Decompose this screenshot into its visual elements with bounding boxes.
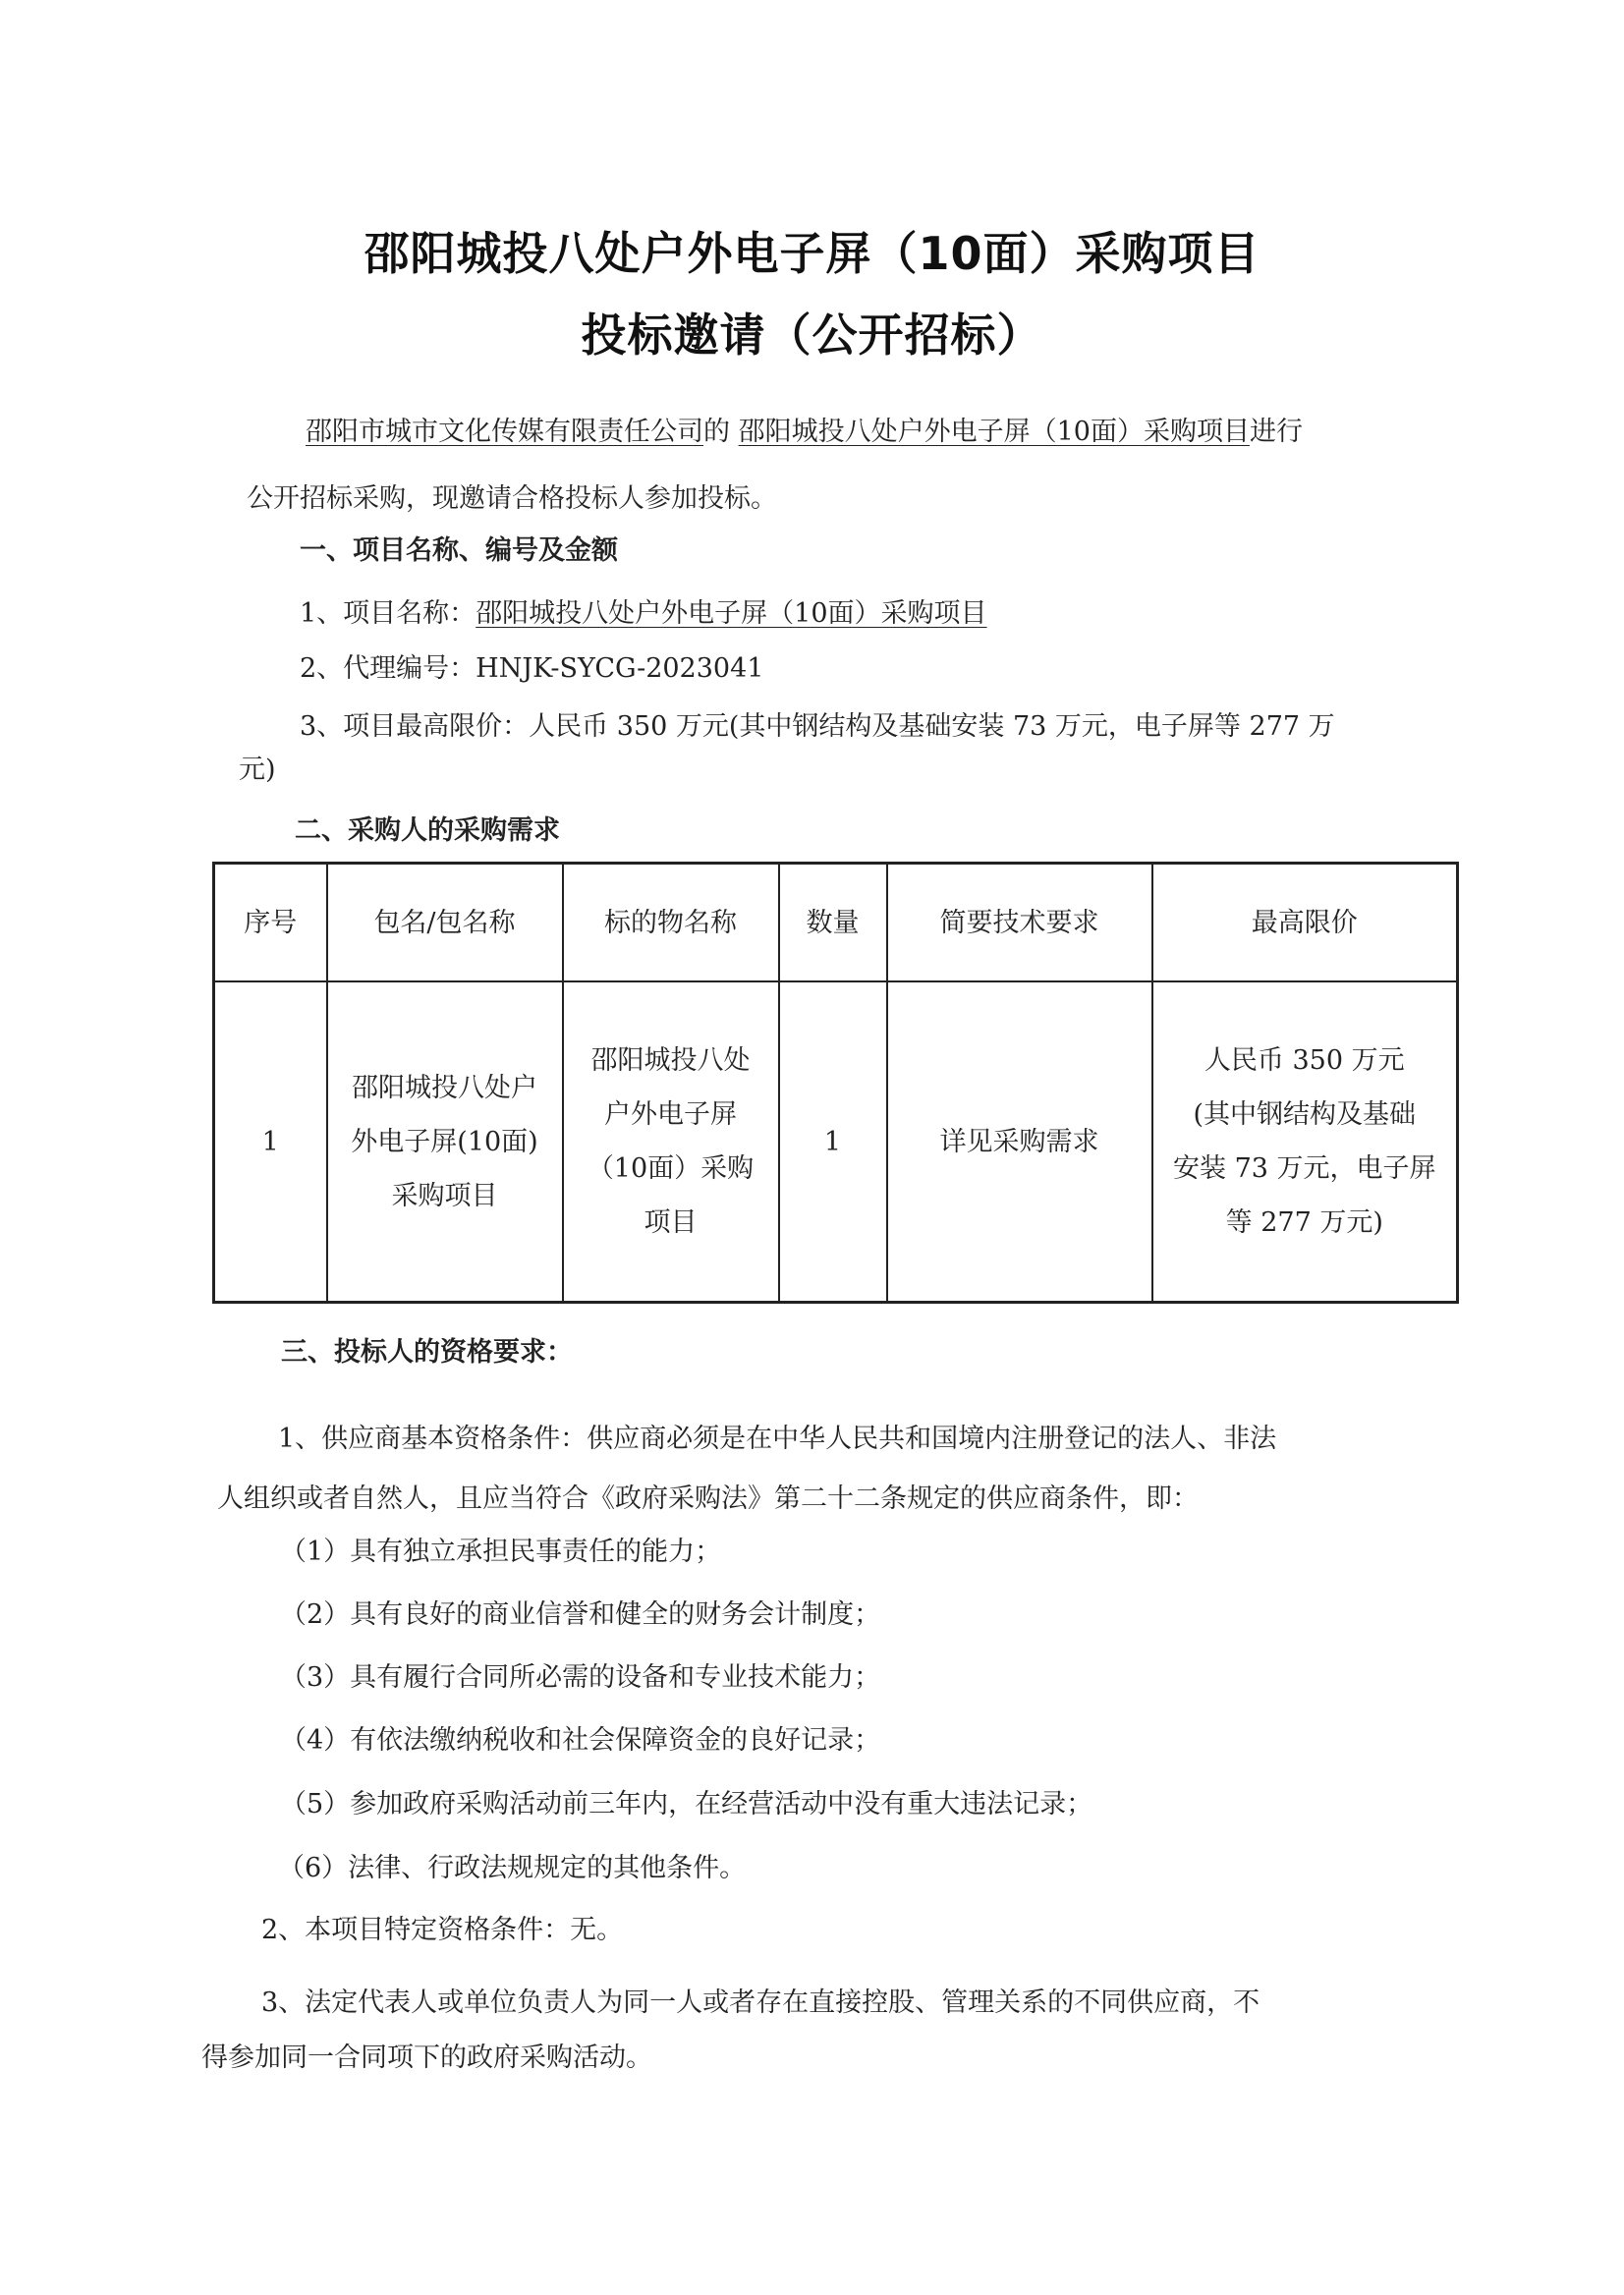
- condition-5: （5）参加政府采购活动前三年内，在经营活动中没有重大违法记录；: [280, 1789, 1093, 1819]
- requirements-table: [212, 862, 1459, 1304]
- special-qualification: 2、本项目特定资格条件：无。: [261, 1915, 624, 1945]
- cell-no: 1: [214, 981, 327, 1303]
- condition-1: （1）具有独立承担民事责任的能力；: [280, 1537, 722, 1567]
- cell-item: 邵阳城投八处 户外电子屏 （10面）采购 项目: [563, 981, 779, 1303]
- max-price-item-cont: 元): [239, 755, 276, 785]
- condition-3: （3）具有履行合同所必需的设备和专业技术能力；: [280, 1662, 881, 1693]
- purchaser-name: 邵阳市城市文化传媒有限责任公司: [306, 417, 703, 447]
- col-header-limit: 最高限价: [1152, 864, 1458, 982]
- intro-line-2: 公开招标采购，现邀请合格投标人参加投标。: [247, 483, 777, 514]
- col-header-no: 序号: [214, 864, 327, 982]
- cell-package: 邵阳城投八处户 外电子屏(10面) 采购项目: [327, 981, 563, 1303]
- project-name-item: 1、项目名称：邵阳城投八处户外电子屏（10面）采购项目: [300, 598, 987, 629]
- basic-qualification-line-1: 1、供应商基本资格条件：供应商必须是在中华人民共和国境内注册登记的法人、非法: [278, 1424, 1277, 1454]
- cell-qty: 1: [779, 981, 887, 1303]
- cell-limit: 人民币 350 万元 (其中钢结构及基础 安装 73 万元，电子屏 等 277 万元): [1152, 981, 1458, 1303]
- project-name-value: 邵阳城投八处户外电子屏（10面）采购项目: [476, 598, 987, 629]
- related-supplier-rule-line-2: 得参加同一合同项下的政府采购活动。: [201, 2043, 652, 2073]
- basic-qualification-line-2: 人组织或者自然人，且应当符合《政府采购法》第二十二条规定的供应商条件，即：: [217, 1483, 1199, 1514]
- document-title: 邵阳城投八处户外电子屏（10面）采购项目: [364, 227, 1260, 280]
- condition-6: （6）法律、行政法规规定的其他条件。: [278, 1853, 747, 1883]
- intro-project-name: 邵阳城投八处户外电子屏（10面）采购项目: [738, 417, 1250, 447]
- section-2-heading: 二、采购人的采购需求: [295, 815, 560, 846]
- col-header-tech: 简要技术要求: [887, 864, 1152, 982]
- intro-line-1: 邵阳市城市文化传媒有限责任公司的 邵阳城投八处户外电子屏（10面）采购项目进行: [306, 417, 1303, 447]
- document-subtitle: 投标邀请（公开招标）: [581, 308, 1043, 362]
- section-3-heading: 三、投标人的资格要求：: [281, 1337, 573, 1368]
- col-header-qty: 数量: [779, 864, 887, 982]
- related-supplier-rule-line-1: 3、法定代表人或单位负责人为同一人或者存在直接控股、管理关系的不同供应商，不: [261, 1987, 1260, 2018]
- agency-number-item: 2、代理编号：HNJK-SYCG-2023041: [300, 653, 764, 684]
- col-header-package: 包名/包名称: [327, 864, 563, 982]
- cell-tech: 详见采购需求: [887, 981, 1152, 1303]
- max-price-item: 3、项目最高限价：人民币 350 万元(其中钢结构及基础安装 73 万元，电子屏等 277 万: [300, 711, 1335, 742]
- condition-4: （4）有依法缴纳税收和社会保障资金的良好记录；: [280, 1725, 881, 1756]
- table-header-row: [214, 864, 1458, 982]
- table-row: [214, 981, 1458, 1303]
- condition-2: （2）具有良好的商业信誉和健全的财务会计制度；: [280, 1599, 881, 1630]
- col-header-item: 标的物名称: [563, 864, 779, 982]
- section-1-heading: 一、项目名称、编号及金额: [300, 535, 618, 566]
